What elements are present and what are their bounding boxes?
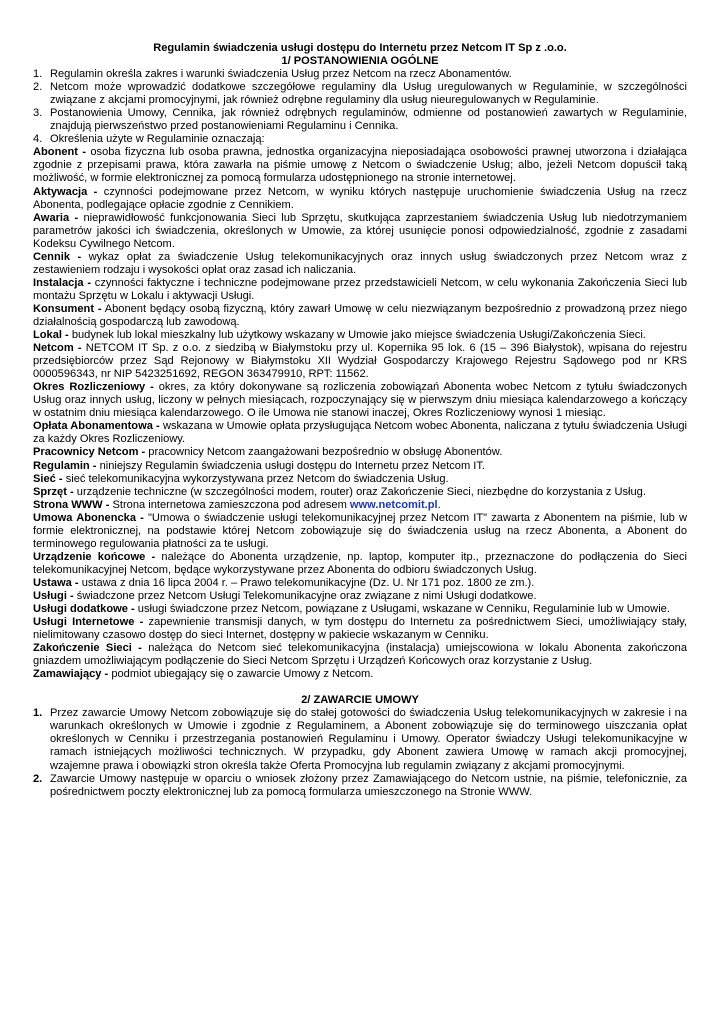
- section1-item: [33, 107, 687, 133]
- section1-item: [33, 133, 687, 146]
- definition-text: urządzenie techniczne (w szczególności modem, router) oraz Zakończenie Sieci, niezbędne do korzystania z Usług.: [73, 485, 646, 498]
- definition-term: Usługi dodatkowe -: [33, 603, 135, 616]
- definition-text: okres, za który dokonywane są rozliczenia zobowiązań Abonenta wobec Netcom z tytułu świadczonych Usług oraz innych usług, liczony w pełnych miesiącach, rozpoczynający się w pierwszym dniu miesiąca kalendarzowego a kończący w ostatnim dniu miesiąca kalendarzowego. O ile Umowa nie stanowi inaczej, Okres Rozliczeniowy wynosi 1 miesiąc.: [33, 381, 688, 420]
- definition: [33, 473, 687, 486]
- item-number: 1.: [33, 68, 43, 81]
- section2-item: [33, 707, 687, 772]
- definition-text: wykaz opłat za świadczenie Usług telekomunikacyjnych oraz innych usług świadczonych przez Netcom wraz z zestawieniem rodzaju i wysokości opłat oraz zasad ich naliczania.: [33, 250, 687, 276]
- definition-term: Zamawiający -: [33, 668, 109, 681]
- definition-text: należąca do Netcom sieć telekomunikacyjna (instalacja) umiejscowiona w lokalu Abonenta zakończona gniazdem umożliwiającym podłączenie do Sieci Netcom Sprzętu i Urządzeń Końcowych oraz korzystanie z Usług.: [33, 642, 687, 668]
- definition: [33, 381, 687, 420]
- definition: [33, 668, 687, 681]
- definition: [33, 277, 687, 303]
- document-title: Regulamin świadczenia usługi dostępu do Internetu przez Netcom IT Sp z .o.o.: [153, 42, 567, 54]
- definition-text: sieć telekomunikacyjna wykorzystywana przez Netcom do świadczenia Usług.: [62, 472, 449, 485]
- item-text: Określenia użyte w Regulaminie oznaczają:: [50, 133, 265, 146]
- definition-text: świadczone przez Netcom Usługi Telekomunikacyjne oraz związane z nimi Usługi dodatkowe.: [73, 589, 537, 602]
- definition: [33, 303, 687, 329]
- definition-term: Sprzęt -: [33, 485, 74, 498]
- definition-term: Cennik -: [33, 250, 82, 263]
- website-link[interactable]: www.netcomit.pl: [349, 498, 438, 511]
- definition: [33, 460, 687, 473]
- definition-text: budynek lub lokal mieszkalny lub użytkowy wskazany w Umowie jako miejsce świadczenia Usługi/Zakończenia Sieci.: [68, 329, 646, 342]
- definition-term: Abonent -: [33, 146, 87, 159]
- definition: [33, 186, 687, 212]
- section2-title: 2/ ZAWARCIE UMOWY: [301, 694, 419, 707]
- item-number: 2.: [33, 772, 43, 785]
- definition-text: wskazana w Umowie opłata przysługująca Netcom wobec Abonenta, naliczana z tytułu świadczenia Usługi za każdy Okres Rozliczeniowy.: [33, 420, 688, 446]
- definition-term: Instalacja -: [33, 276, 92, 289]
- section-spacer: [33, 681, 687, 694]
- definition-text: należące do Abonenta urządzenie, np. laptop, komputer itp., przeznaczone do podłączenia do Sieci telekomunikacyjnej Netcom, będące wykorzystywane przez Abonenta do odbioru świadczonych Usług.: [33, 550, 687, 576]
- item-number: 2.: [33, 81, 43, 94]
- definition-text: "Umowa o świadczenie usługi telekomunikacyjnej przez Netcom IT" zawarta z Abonentem na piśmie, lub w formie elektronicznej, na podstawie której Netcom zobowiązuje się do świadczenia usług na rzecz Abonenta, a Abonent do terminowego regulowania płatności za te usługi.: [33, 511, 687, 550]
- definition-text: czynności faktyczne i techniczne podejmowane przez przedstawicieli Netcom, w celu wykonania Zakończenia Sieci lub montażu Sprzętu w Lokalu i aktywacji Usługi.: [33, 276, 687, 302]
- definition-term: Sieć -: [33, 472, 63, 485]
- definition-term: Ustawa -: [33, 576, 79, 589]
- definition-term: Zakończenie Sieci -: [33, 642, 142, 655]
- item-number: 3.: [33, 107, 43, 120]
- definition: [33, 251, 687, 277]
- section1-title: 1/ POSTANOWIENIA OGÓLNE: [281, 55, 439, 68]
- item-text: Regulamin określa zakres i warunki świadczenia Usług przez Netcom na rzecz Abonamentów.: [50, 68, 512, 81]
- definition-text: zapewnienie transmisji danych, w tym dostępu do Internetu za pośrednictwem Sieci, umożliwiający stały, nielimitowany czasowo dostęp do sieci Internet, dostępny w pakiecie wskazanym w Cenniku.: [33, 616, 687, 642]
- definition-text: usługi świadczone przez Netcom, powiązane z Usługami, wskazane w Cenniku, Regulaminie lub w Umowie.: [134, 603, 670, 616]
- definition: [33, 342, 687, 381]
- definition-text: ustawa z dnia 16 lipca 2004 r. – Prawo telekomunikacyjne (Dz. U. Nr 171 poz. 1800 ze zm.).: [78, 576, 535, 589]
- definition-text-end: .: [437, 498, 441, 511]
- section1-list: [33, 68, 687, 146]
- definition-text: Strona internetowa zamieszczona pod adresem: [109, 498, 350, 511]
- definition: [33, 212, 687, 251]
- section2-item: [33, 773, 687, 799]
- definition: [33, 420, 687, 446]
- definition: [33, 512, 687, 551]
- definition: [33, 603, 687, 616]
- definition-term: Usługi Internetowe -: [33, 616, 144, 629]
- definition: [33, 577, 687, 590]
- definition-text: niniejszy Regulamin świadczenia usługi dostępu do Internetu przez Netcom IT.: [96, 459, 485, 472]
- definition-term: Aktywacja -: [33, 185, 98, 198]
- item-text: Postanowienia Umowy, Cennika, jak również odrębnych regulaminów, odmienne od postanowień zawartych w Regulaminie, znajdują pierwszeństwo przed postanowieniami Regulaminu i Cennika.: [50, 107, 687, 133]
- item-text: Zawarcie Umowy następuje w oparciu o wniosek złożony przez Zamawiającego do Netcom ustnie, na piśmie, telefonicznie, za pośrednictwem poczty elektronicznej lub za pomocą formularza umieszczonego na Stronie WWW.: [50, 772, 687, 798]
- item-number: 4.: [33, 133, 43, 146]
- definition-term: Awaria -: [33, 211, 79, 224]
- section1-item: [33, 81, 687, 107]
- definition: [33, 551, 687, 577]
- definition-text: czynności podejmowane przez Netcom, w wyniku których następuje uruchomienie świadczenia Usług na rzecz Abonenta, podlegające opłacie zgodnie z Cennikiem.: [33, 185, 687, 211]
- definition: [33, 329, 687, 342]
- definition-term: Netcom -: [33, 342, 82, 355]
- definition: [33, 146, 687, 185]
- definition-term: Lokal -: [33, 329, 69, 342]
- definition-term: Strona WWW -: [33, 498, 110, 511]
- definition: [33, 590, 687, 603]
- definition-term: Okres Rozliczeniowy -: [33, 381, 154, 394]
- definition-term: Pracownicy Netcom -: [33, 446, 146, 459]
- definition-term: Usługi -: [33, 589, 74, 602]
- definition-text: nieprawidłowość funkcjonowania Sieci lub Sprzętu, skutkująca zaprzestaniem świadczenia Usług lub niedotrzymaniem parametrów jakości ich świadczenia, określonych w Umowie, za której usunięcie ponosi odpowiedzialność, zgodnie z zasadami Kodeksu Cywilnego Netcom.: [33, 211, 687, 250]
- definition: [33, 486, 687, 499]
- definition-term: Regulamin -: [33, 459, 97, 472]
- definition-text: NETCOM IT Sp. z o.o. z siedzibą w Białymstoku przy ul. Kopernika 95 lok. 6 (15 – 396 Białystok), wpisana do rejestru przedsiębiorców przez Sąd Rejonowy w Białymstoku XII Wydział Gospodarczy Krajowego Rejestru Sądowego pod nr KRS 0000596343, nr NIP 5423251692, REGON 363479910, RPT: 11562.: [33, 342, 687, 381]
- definition: [33, 499, 687, 512]
- item-text: Netcom może wprowadzić dodatkowe szczegółowe regulaminy dla Usług uregulowanych w Regulaminie, w szczególności związane z akcjami promocyjnymi, jak również odrębne regulaminy dla usług nieuregulowanych w Regulaminie.: [50, 81, 687, 107]
- section1-item: [33, 68, 687, 81]
- section2-list: [33, 707, 687, 798]
- definition: [33, 616, 687, 642]
- definition-text: osoba fizyczna lub osoba prawna, jednostka organizacyjna nieposiadająca osobowości prawnej utworzona i działająca zgodnie z przepisami prawa, która zawarła na piśmie umowę z Netcom o świadczenie Usług; albo, jeżeli Netcom dopuścił taką możliwość, w formie elektronicznej za pomocą formularza udostępnionego na stronie internetowej.: [33, 146, 687, 185]
- definition-text: pracownicy Netcom zaangażowani bezpośrednio w obsługę Abonentów.: [145, 446, 503, 459]
- definition-term: Opłata Abonamentowa -: [33, 420, 160, 433]
- definition: [33, 446, 687, 459]
- definitions-list: [33, 146, 687, 681]
- item-text: Przez zawarcie Umowy Netcom zobowiązuje się do stałej gotowości do świadczenia Usług telekomunikacyjnych w zakresie i na warunkach określonych w Umowie i zgodnie z Regulaminem, a Abonent zobowiązuje się do terminowego uiszczania opłat określonych w Cenniku i przestrzegania postanowień Regulaminu i Umowy. Operator świadczy Usługi telekomunikacyjne w ramach istniejących możliwości technicznych. W przypadku, gdy Abonent zawiera Umowę w ramach akcji promocyjnej, wzajemne prawa i obowiązki stron określa także Oferta Promocyjna lub regulamin związany z akcjami promocyjnymi.: [50, 707, 687, 772]
- definition: [33, 642, 687, 668]
- definition-text: podmiot ubiegający się o zawarcie Umowy z Netcom.: [108, 668, 374, 681]
- definition-term: Urządzenie końcowe -: [33, 550, 156, 563]
- item-number: 1.: [33, 707, 43, 720]
- definition-term: Konsument -: [33, 302, 102, 315]
- definition-term: Umowa Abonencka -: [33, 511, 144, 524]
- definition-text: Abonent będący osobą fizyczną, który zawarł Umowę w celu niezwiązanym bezpośrednio z prowadzoną przez niego działalnością gospodarczą lub zawodową.: [33, 302, 687, 328]
